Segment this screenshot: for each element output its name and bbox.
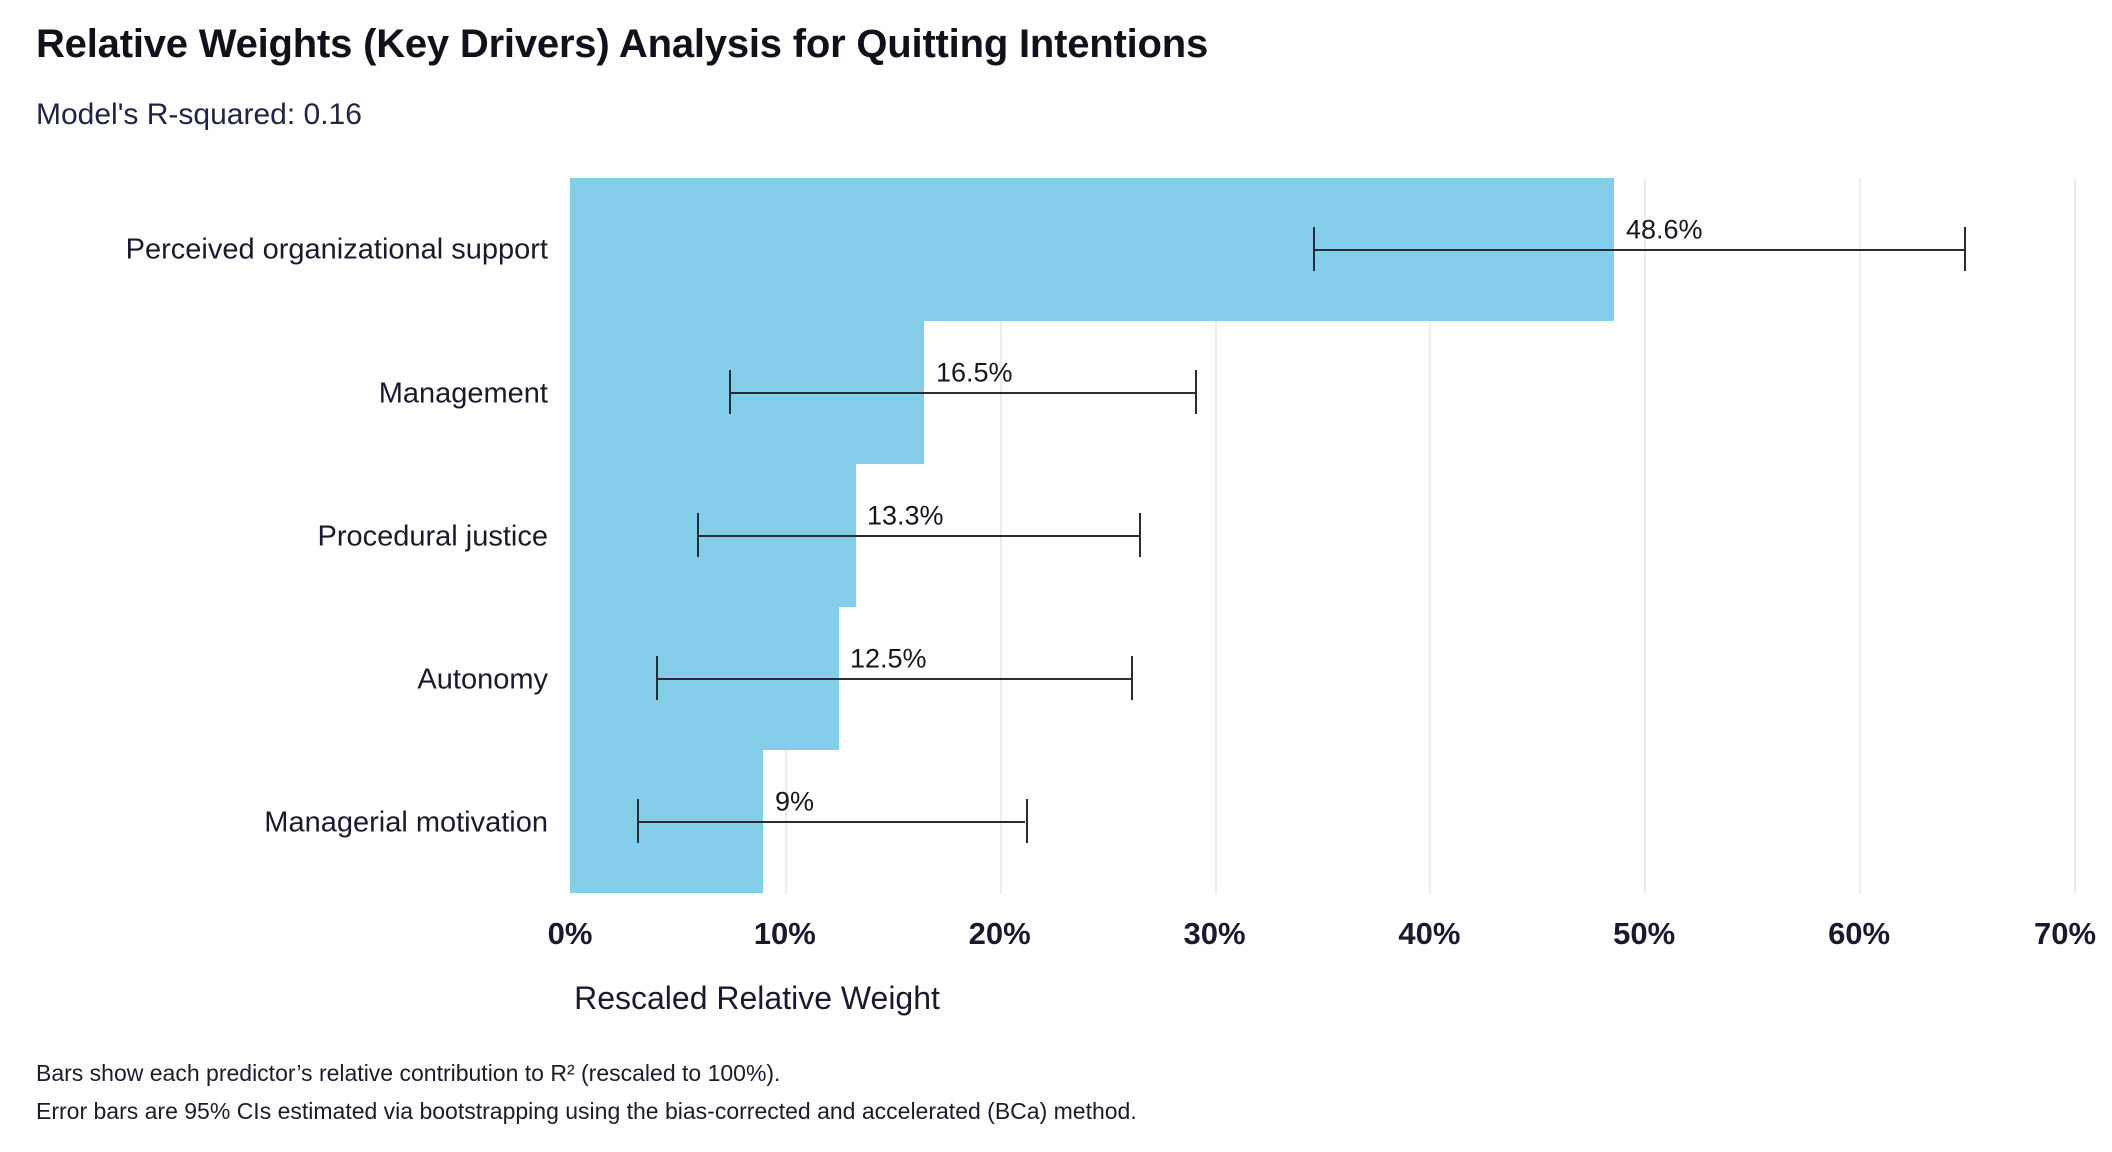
- x-axis-title: Rescaled Relative Weight: [574, 980, 940, 1016]
- error-bar-cap-low: [1313, 227, 1315, 271]
- y-axis-label-0: Perceived organizational support: [125, 233, 548, 266]
- bar-value-label: 48.6%: [1626, 214, 1703, 245]
- y-axis-category-labels: [0, 178, 548, 894]
- bar-value-label: 16.5%: [936, 357, 1013, 388]
- bar-row: [570, 750, 2074, 893]
- y-axis-label-1: Management: [378, 377, 548, 410]
- error-bar-cap-high: [1195, 370, 1197, 414]
- bar-row: [570, 321, 2074, 464]
- bar-row: [570, 464, 2074, 607]
- error-bar-cap-low: [729, 370, 731, 414]
- chart-subtitle: Model's R-squared: 0.16: [36, 98, 362, 131]
- error-bar-cap-high: [1139, 513, 1141, 557]
- caption-line-2: Error bars are 95% CIs estimated via bootstrapping using the bias-corrected and accelerated (BCa) method.: [36, 1098, 1137, 1124]
- x-tick-30: 30%: [1183, 916, 1246, 951]
- x-tick-60: 60%: [1828, 916, 1891, 951]
- gridline-70: [2074, 178, 2076, 894]
- bar-row: [570, 178, 2074, 321]
- bar-row: [570, 607, 2074, 750]
- x-tick-10: 10%: [753, 916, 816, 951]
- x-tick-0: 0%: [547, 916, 593, 951]
- error-bar-line: [697, 535, 1140, 537]
- error-bar-cap-low: [697, 513, 699, 557]
- x-tick-40: 40%: [1398, 916, 1461, 951]
- x-tick-20: 20%: [968, 916, 1031, 951]
- x-tick-70: 70%: [2033, 916, 2097, 951]
- error-bar-cap-high: [1026, 799, 1028, 843]
- plot-area: [570, 178, 2074, 908]
- bar-value-label: 12.5%: [850, 643, 927, 674]
- bar-value-label: 9%: [775, 786, 815, 817]
- bar-series: [570, 178, 2074, 894]
- y-axis-label-4: Managerial motivation: [264, 806, 548, 839]
- error-bar-line: [656, 678, 1131, 680]
- caption-line-1: Bars show each predictor’s relative contribution to R² (rescaled to 100%).: [36, 1060, 781, 1086]
- bar-value-label: 13.3%: [867, 500, 944, 531]
- y-axis-label-2: Procedural justice: [317, 520, 548, 553]
- error-bar-cap-high: [1131, 656, 1133, 700]
- error-bar-cap-high: [1964, 227, 1966, 271]
- error-bar-line: [1313, 249, 1964, 251]
- y-axis-label-3: Autonomy: [417, 663, 548, 696]
- error-bar-line: [637, 821, 1026, 823]
- error-bar-line: [729, 392, 1195, 394]
- x-tick-50: 50%: [1613, 916, 1676, 951]
- page-title: Relative Weights (Key Drivers) Analysis for Quitting Intentions: [36, 22, 1209, 66]
- error-bar-cap-low: [637, 799, 639, 843]
- error-bar-cap-low: [656, 656, 658, 700]
